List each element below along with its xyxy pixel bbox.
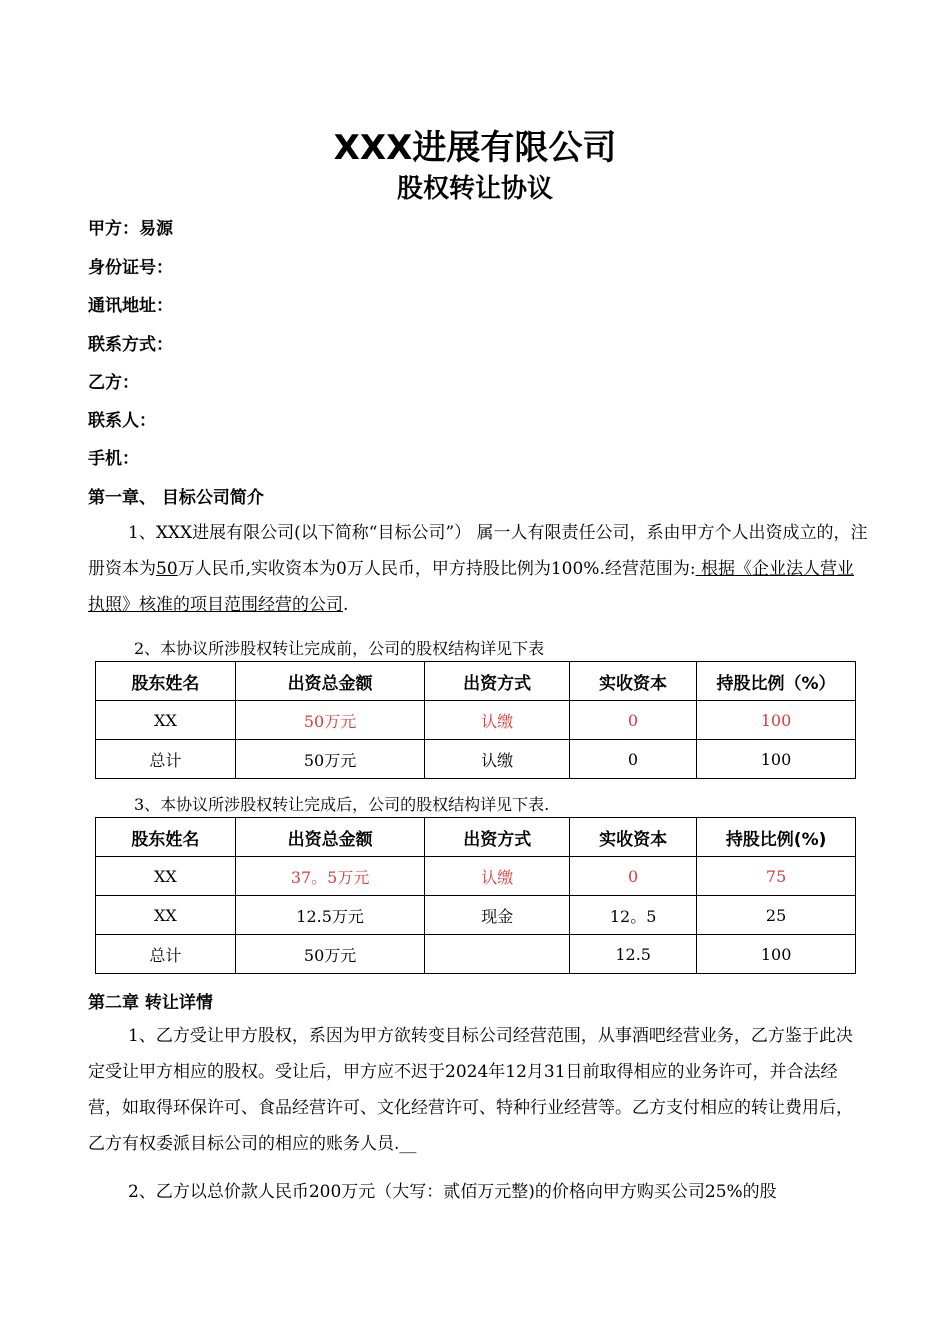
equity-table-before: [95, 661, 856, 779]
cell-paid-capital: 0: [570, 701, 697, 740]
table-total-row: [96, 935, 856, 974]
cell-paid-capital: 12.5: [570, 935, 697, 974]
para1-end: .: [343, 595, 349, 615]
header-method: 出资方式: [425, 818, 570, 857]
header-paid-capital: 实收资本: [570, 662, 697, 701]
chapter2-paragraph1: [88, 1018, 868, 1162]
address-field: 通讯地址：: [88, 296, 173, 316]
header-paid-capital: 实收资本: [570, 818, 697, 857]
header-ratio: 持股比例（%）: [697, 662, 856, 701]
cell-paid-capital: 12。5: [570, 896, 697, 935]
header-method: 出资方式: [425, 662, 570, 701]
party-b-field: 乙方：: [88, 373, 139, 393]
cell-method: 认缴: [425, 857, 570, 896]
cell-ratio: 100: [697, 740, 856, 779]
registered-capital: 50: [156, 559, 178, 579]
cell-amount: 50万元: [235, 701, 424, 740]
table-header-row: [96, 818, 856, 857]
cell-shareholder: 总计: [96, 740, 236, 779]
cell-shareholder: XX: [96, 701, 236, 740]
table-total-row: [96, 740, 856, 779]
para1-text-b: 万人民币,实收资本为0万人民币，甲方持股比例为100%.经营范围为:: [177, 559, 696, 579]
table-row: [96, 896, 856, 935]
para1-text: 1、乙方受让甲方股权，系因为甲方欲转变目标公司经营范围，从事酒吧经营业务，乙方鉴于此决定受让甲方相应的股权。受让后，甲方应不迟于2024年12月31日前取得相应的业务许可，并合法经营，如取得环保许可、食品经营许可、文化经营许可、特种行业经营等。乙方支付相应的转让费用后，乙方有权委派目标公司的相应的账务人员.: [88, 1026, 853, 1154]
table-row: [96, 701, 856, 740]
cell-shareholder: XX: [96, 857, 236, 896]
header-shareholder: 股东姓名: [96, 818, 236, 857]
header-shareholder: 股东姓名: [96, 662, 236, 701]
cell-method: 认缴: [425, 701, 570, 740]
id-number-field: 身份证号：: [88, 258, 173, 278]
cell-ratio: 100: [697, 935, 856, 974]
cell-amount: 50万元: [235, 935, 425, 974]
cell-method: [425, 935, 570, 974]
chapter1-paragraph1: [88, 515, 868, 623]
cell-ratio: 100: [697, 701, 856, 740]
para1-text-a: 1、XXX进展有限公司(以下简称“目标公司”） 属一人有限责任公司，系由甲方个人出资成立的，注册资本为: [88, 523, 868, 579]
equity-table-after: [95, 817, 856, 974]
cell-paid-capital: 0: [570, 857, 697, 896]
table-row: [96, 857, 856, 896]
header-amount: 出资总金额: [235, 662, 424, 701]
agreement-title: 股权转让协议: [396, 174, 553, 204]
business-scope: 根据《企业法人营业执照》核准的项目范围经营的公司: [88, 559, 854, 615]
contact-person-field: 联系人：: [88, 411, 156, 431]
cell-method: 现金: [425, 896, 570, 935]
cell-amount: 37。5万元: [235, 857, 425, 896]
chapter2-paragraph2: 2、乙方以总价款人民币200万元（大写：贰佰万元整)的价格向甲方购买公司25%的股: [128, 1182, 777, 1202]
header-amount: 出资总金额: [235, 818, 425, 857]
chapter1-heading: 第一章、 目标公司简介: [88, 488, 264, 508]
cell-ratio: 25: [697, 896, 856, 935]
cell-method: 认缴: [425, 740, 570, 779]
table-header-row: [96, 662, 856, 701]
cell-shareholder: XX: [96, 896, 236, 935]
table-after-caption: 3、本协议所涉股权转让完成后，公司的股权结构详见下表.: [134, 795, 550, 814]
cell-amount: 50万元: [235, 740, 424, 779]
contact-method-field: 联系方式：: [88, 335, 173, 355]
blank-line: __: [399, 1134, 417, 1154]
company-title: XXX进展有限公司: [333, 128, 617, 168]
cell-shareholder: 总计: [96, 935, 236, 974]
table-before-caption: 2、本协议所涉股权转让完成前，公司的股权结构详见下表: [134, 639, 545, 658]
chapter2-heading: 第二章 转让详情: [88, 993, 213, 1013]
header-ratio: 持股比例(%): [697, 818, 856, 857]
mobile-field: 手机：: [88, 449, 139, 469]
cell-paid-capital: 0: [570, 740, 697, 779]
cell-ratio: 75: [697, 857, 856, 896]
party-a-field: 甲方：易源: [88, 219, 173, 239]
cell-amount: 12.5万元: [235, 896, 425, 935]
